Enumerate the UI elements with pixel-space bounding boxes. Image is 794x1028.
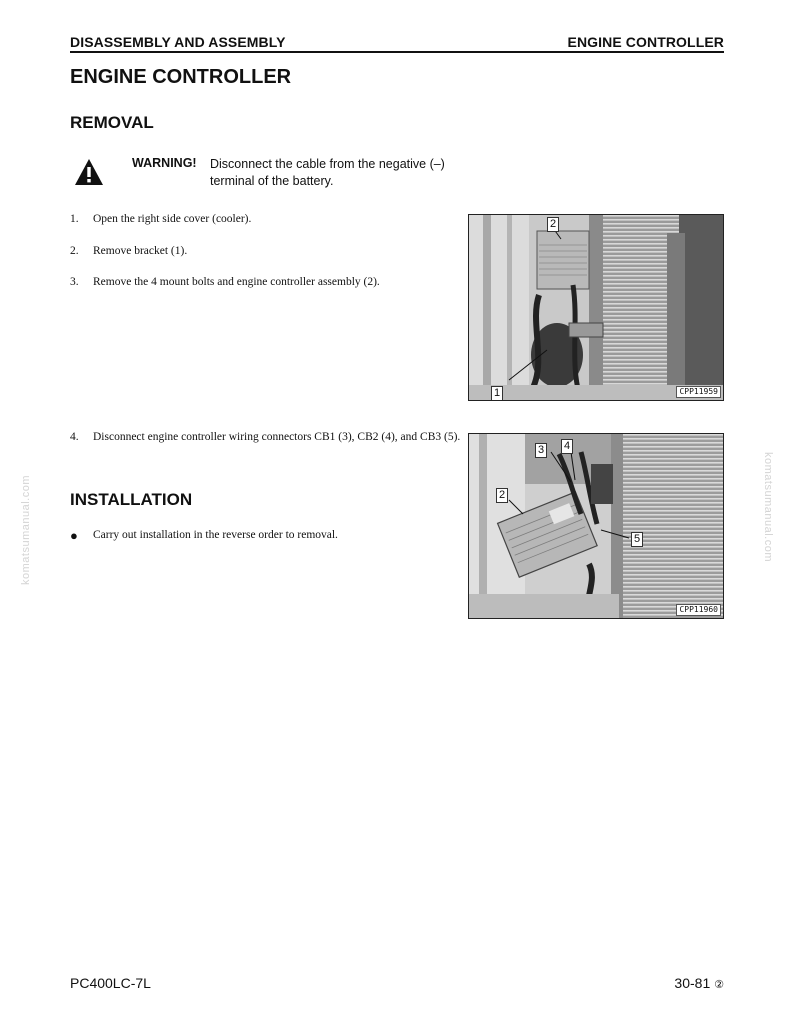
warning-text: Disconnect the cable from the negative (–) terminal of the battery. — [210, 157, 445, 188]
photo-callout: 1 — [491, 386, 503, 401]
photo-callout: 3 — [535, 443, 547, 458]
step-text: Disconnect engine controller wiring connectors CB1 (3), CB2 (4), and CB3 (5). — [93, 431, 461, 443]
step-number: 3. — [70, 276, 79, 288]
photo-connectors — [468, 433, 724, 619]
step-number: 2. — [70, 245, 79, 257]
step-text: Remove bracket (1). — [93, 245, 188, 257]
revision-mark: ② — [714, 979, 724, 991]
footer-model: PC400LC-7L — [70, 975, 151, 991]
photo-controller-mounted — [468, 214, 724, 401]
photo-code: CPP11959 — [676, 386, 721, 398]
list-item — [70, 529, 465, 543]
installation-heading: INSTALLATION — [70, 490, 193, 509]
step-text: Remove the 4 mount bolts and engine controller assembly (2). — [93, 276, 380, 288]
step-number: 1. — [70, 213, 79, 225]
removal-heading: REMOVAL — [70, 113, 154, 132]
warning-triangle-icon — [74, 158, 104, 186]
page-number: 30-81 — [674, 975, 711, 991]
photo-callout: 4 — [561, 439, 573, 454]
header-rule — [70, 51, 724, 53]
step-item — [70, 274, 465, 290]
watermark-left: komatsumanual.com — [20, 475, 32, 585]
watermark-right: komatsumanual.com — [762, 452, 774, 562]
photo-callout: 2 — [547, 217, 559, 232]
step-text: Open the right side cover (cooler). — [93, 213, 252, 225]
footer-page — [674, 975, 724, 991]
photo-illustration — [469, 215, 723, 400]
photo-callout: 2 — [496, 488, 508, 503]
photo-code: CPP11960 — [676, 604, 721, 616]
warning-label: WARNING! — [132, 156, 197, 170]
photo-illustration — [469, 434, 723, 618]
header-section-title: DISASSEMBLY AND ASSEMBLY — [70, 34, 286, 50]
photo-callout: 5 — [631, 532, 643, 547]
bullet-mark: ● — [70, 528, 78, 543]
header-chapter-title: ENGINE CONTROLLER — [567, 34, 724, 50]
step-item — [70, 243, 465, 259]
page-title: ENGINE CONTROLLER — [70, 66, 292, 88]
step-item — [70, 429, 465, 445]
step-item — [70, 211, 465, 227]
step-number: 4. — [70, 431, 79, 443]
installation-text: Carry out installation in the reverse order to removal. — [93, 529, 338, 541]
